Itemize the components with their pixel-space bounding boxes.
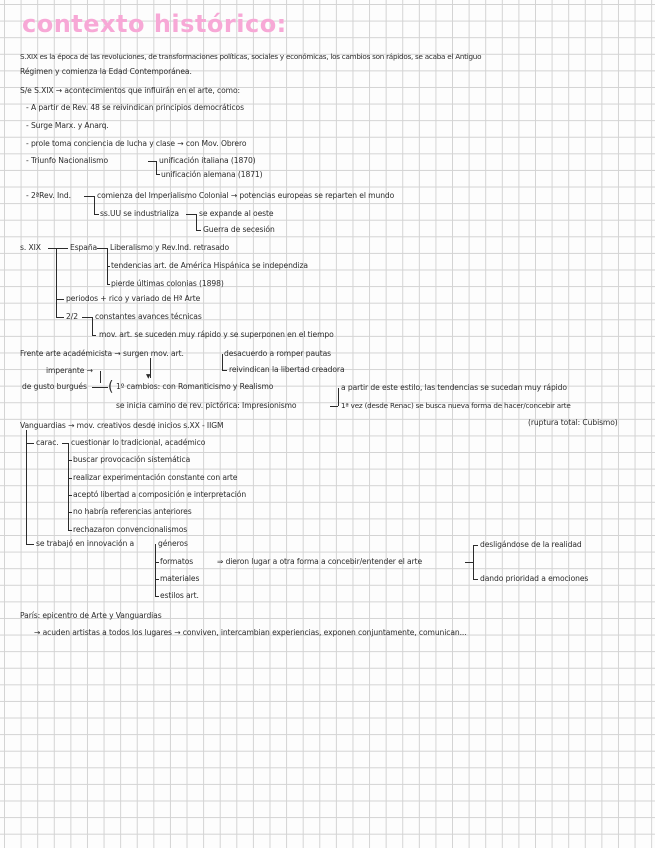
innovation-item: formatos bbox=[160, 557, 194, 566]
connector bbox=[156, 161, 157, 174]
connector bbox=[222, 370, 227, 371]
change-item: 1º cambios: con Romanticismo y Realismo bbox=[116, 382, 274, 391]
charac-item: no habría referencias anteriores bbox=[73, 507, 192, 516]
connector bbox=[68, 478, 72, 479]
innovation-item: estilos art. bbox=[160, 591, 199, 600]
connector bbox=[92, 317, 93, 335]
connector bbox=[48, 248, 68, 249]
connector bbox=[68, 530, 72, 531]
connector bbox=[92, 335, 96, 336]
charac-item: aceptó libertad a composición e interpretación bbox=[73, 490, 247, 499]
vanguards-result: ⇒ dieron lugar a otra forma a concebir/entender el arte bbox=[217, 557, 423, 566]
connector bbox=[68, 443, 69, 530]
charac-item: realizar experimentación constante con arte bbox=[73, 473, 238, 482]
connector bbox=[465, 562, 473, 563]
connector bbox=[84, 196, 94, 197]
imperante-label: imperante → bbox=[46, 366, 93, 375]
arrow-head: ▼ bbox=[146, 373, 151, 380]
connector bbox=[155, 562, 159, 563]
connector bbox=[338, 388, 339, 406]
second-industrial-revolution: - 2ªRev. Ind. bbox=[26, 191, 71, 200]
connector bbox=[196, 230, 201, 231]
connector bbox=[56, 248, 57, 317]
connector bbox=[473, 545, 478, 546]
charac-item: cuestionar lo tradicional, académico bbox=[71, 438, 206, 447]
paris-line: → acuden artistas a todos los lugares → conviven, intercambian experiencias, exponen conjuntamente, comunican... bbox=[34, 628, 467, 637]
change-item: se inicia camino de rev. pictórica: Impresionismo bbox=[116, 401, 297, 410]
connector bbox=[97, 248, 107, 249]
connector bbox=[26, 544, 34, 545]
connector bbox=[330, 406, 338, 407]
innovation-label: se trabajó en innovación a bbox=[36, 539, 135, 548]
connector bbox=[473, 545, 474, 579]
half-item: mov. art. se suceden muy rápido y se superponen en el tiempo bbox=[99, 330, 334, 339]
connector bbox=[196, 214, 197, 230]
usa-west: se expande al oeste bbox=[199, 209, 274, 218]
event-item: - A partir de Rev. 48 se reivindican principios democráticos bbox=[26, 103, 244, 112]
charac-item: buscar provocación sistemática bbox=[73, 455, 191, 464]
connector bbox=[68, 460, 72, 461]
connector bbox=[94, 196, 95, 214]
vanguards-header: Vanguardias → mov. creativos desde inicios s.XX - IIGM bbox=[20, 421, 224, 430]
connector bbox=[148, 161, 156, 162]
spain-item: tendencias art. de América Hispánica se independiza bbox=[111, 261, 308, 270]
usa-civil-war: Guerra de secesión bbox=[203, 225, 275, 234]
spain-item: pierde últimas colonias (1898) bbox=[111, 279, 224, 288]
result-branch: desligándose de la realidad bbox=[480, 540, 582, 549]
connector bbox=[156, 174, 160, 175]
charac-label: carac. bbox=[36, 438, 59, 447]
usa-branch: ss.UU se industrializa bbox=[100, 209, 179, 218]
connector bbox=[186, 214, 196, 215]
connector bbox=[56, 299, 64, 300]
academic-branch: desacuerdo a romper pautas bbox=[224, 349, 331, 358]
result-branch: dando prioridad a emociones bbox=[480, 574, 589, 583]
connector bbox=[100, 371, 101, 383]
innovation-item: materiales bbox=[160, 574, 200, 583]
connector bbox=[155, 544, 156, 596]
unification-italy: unificación italiana (1870) bbox=[159, 156, 256, 165]
intro-line-1: S.XIX es la época de las revoluciones, de transformaciones políticas, sociales y económicas, los cambios son rápidos, se acaba el Antiguo bbox=[20, 52, 482, 61]
academic-branch: reivindican la libertad creadora bbox=[229, 365, 345, 374]
page-title: contexto histórico: bbox=[22, 10, 287, 38]
academic-line: Frente arte académicista → surgen mov. art. bbox=[20, 349, 184, 358]
connector bbox=[92, 387, 108, 388]
connector bbox=[155, 579, 159, 580]
event-item: - Surge Marx. y Anarq. bbox=[26, 121, 109, 130]
event-item: - prole toma conciencia de lucha y clase → con Mov. Obrero bbox=[26, 139, 247, 148]
connector bbox=[26, 443, 34, 444]
spain-label: s. XIX bbox=[20, 243, 41, 252]
intro-line-2: Régimen y comienza la Edad Contemporánea. bbox=[20, 67, 192, 76]
connector bbox=[155, 596, 159, 597]
charac-item: rechazaron convencionalismos bbox=[73, 525, 188, 534]
imperialism-branch: comienza del Imperialismo Colonial → potencias europeas se reparten el mundo bbox=[97, 191, 395, 200]
event-item: - Triunfo Nacionalismo bbox=[26, 156, 109, 165]
connector bbox=[68, 495, 72, 496]
connector bbox=[94, 214, 99, 215]
rupture-note: (ruptura total: Cubismo) bbox=[528, 418, 618, 427]
innovation-item: géneros bbox=[158, 539, 188, 548]
outcome-item: 1ª vez (desde Renac) se busca nueva forma de hacer/concebir arte bbox=[341, 401, 571, 410]
spain-item: Liberalismo y Rev.Ind. retrasado bbox=[110, 243, 230, 252]
spain-espana: España bbox=[70, 243, 98, 252]
half-item: constantes avances técnicas bbox=[95, 312, 202, 321]
unification-germany: unificación alemana (1871) bbox=[161, 170, 263, 179]
connector bbox=[26, 430, 27, 544]
events-header: S/e S.XIX → acontecimientos que influirán en el arte, como: bbox=[20, 86, 240, 95]
bracket: ( bbox=[108, 379, 114, 395]
connector bbox=[473, 579, 478, 580]
spain-periods: periodos + rico y variado de Hª Arte bbox=[66, 294, 201, 303]
connector bbox=[222, 354, 223, 370]
connector bbox=[68, 512, 72, 513]
bourgeois-label: de gusto burgués bbox=[22, 382, 87, 391]
outcome-item: a partir de este estilo, las tendencias se sucedan muy rápido bbox=[341, 383, 567, 392]
paris-header: París: epicentro de Arte y Vanguardias bbox=[20, 611, 162, 620]
connector bbox=[107, 266, 110, 267]
connector bbox=[107, 284, 110, 285]
spain-half: 2/2 bbox=[66, 312, 78, 321]
connector bbox=[82, 317, 92, 318]
connector bbox=[56, 317, 64, 318]
